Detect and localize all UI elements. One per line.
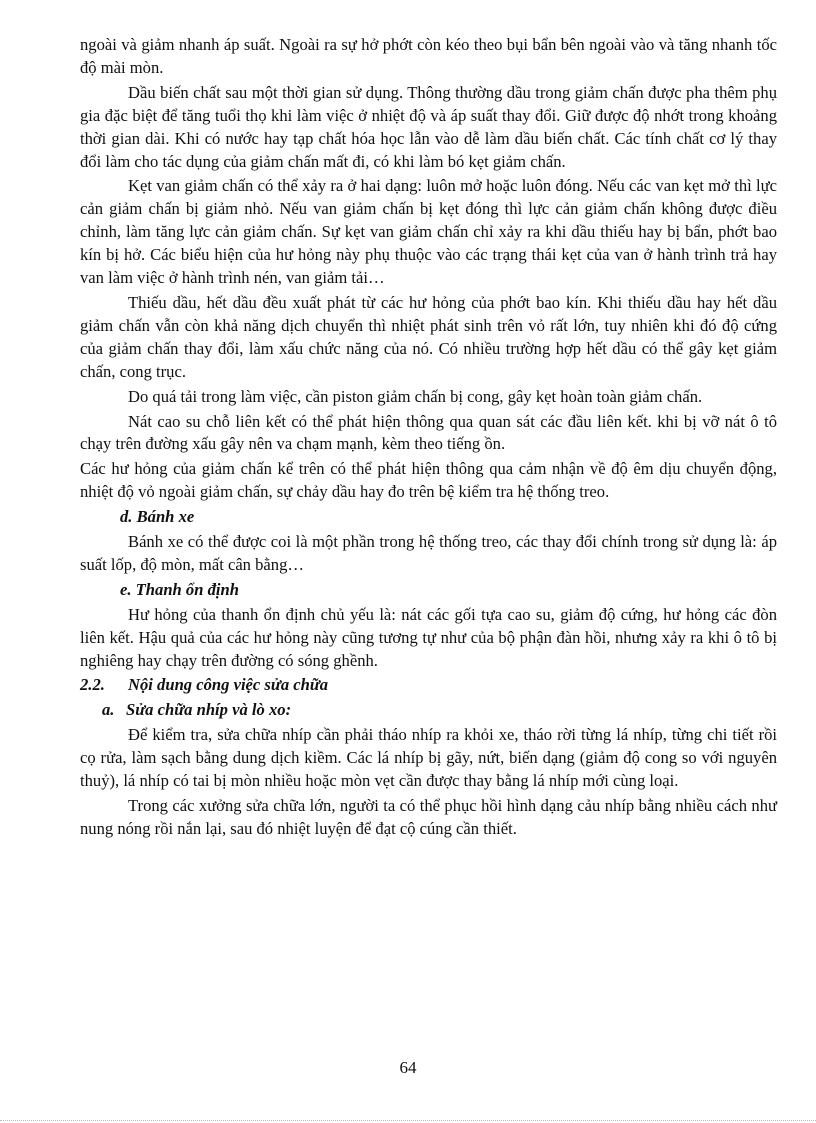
section-number: 2.2. xyxy=(80,675,105,695)
paragraph: Để kiểm tra, sửa chữa nhíp cần phải tháo nhíp ra khỏi xe, tháo rời từng lá nhíp, từng chi tiết rồi cọ rửa, làm sạch bằng dung dịch kiềm. Các lá nhíp bị gãy, nứt, biến dạng (giảm độ cong so với nguyên thuỷ), lá nhíp có tai bị mòn nhiều hoặc mòn vẹt cần được thay bằng lá nhíp mới cùng loại. xyxy=(80,725,777,791)
heading-leaf-spring-repair xyxy=(80,699,777,722)
paragraph: Thiếu dầu, hết dầu đều xuất phát từ các hư hỏng của phớt bao kín. Khi thiếu dầu hay hết dầu giảm chấn vẫn còn khả năng dịch chuyển thì nhiệt phát sinh trên vỏ rất lớn, tuy nhiên khi đó độ cứng của giảm chấn thay đổi, làm xấu chức năng của nó. Có nhiều trường hợp hết dầu có thể gây kẹt giảm chấn, cong trục. xyxy=(80,292,777,381)
document-page xyxy=(80,34,777,841)
subsection-title: Sửa chữa nhíp và lò xo: xyxy=(126,700,292,720)
paragraph: Hư hỏng của thanh ổn định chủ yếu là: nát các gối tựa cao su, giảm độ cứng, hư hỏng các đòn liên kết. Hậu quả của các hư hỏng này cũng tương tự như của bộ phận đàn hồi, nhưng xảy ra khi ô tô bị nghiêng hay chạy trên đường có sóng ghềnh. xyxy=(80,604,777,670)
subsection-letter: a. xyxy=(102,700,115,720)
paragraph: Do quá tải trong làm việc, cần piston giảm chấn bị cong, gây kẹt hoàn toàn giảm chấn. xyxy=(128,386,703,406)
paragraph: Dầu biến chất sau một thời gian sử dụng. Thông thường dầu trong giảm chấn được pha thêm phụ gia đặc biệt để tăng tuổi thọ khi làm việc ở nhiệt độ và áp suất thay đổi. Giữ được độ nhớt trong khoảng thời gian dài. Khi có nước hay tạp chất hóa học lẫn vào dễ làm dầu biến chất. Các tính chất cơ lý thay đổi làm cho tác dụng của giảm chấn mất đi, có khi làm bó kẹt giảm chấn. xyxy=(80,82,777,171)
section-title: Nội dung công việc sửa chữa xyxy=(128,675,329,695)
paragraph: Bánh xe có thể được coi là một phần trong hệ thống treo, các thay đổi chính trong sử dụng là: áp suất lốp, độ mòn, mất cân bằng… xyxy=(80,532,777,574)
page-bottom-divider xyxy=(0,1120,816,1121)
heading-repair-content xyxy=(80,674,777,697)
paragraph: ngoài và giảm nhanh áp suất. Ngoài ra sự hở phớt còn kéo theo bụi bẩn bên ngoài vào và tăng nhanh tốc độ mài mòn. xyxy=(80,35,777,77)
paragraph: Nát cao su chỗ liên kết có thể phát hiện thông qua quan sát các đầu liên kết. khi bị vỡ nát ô tô chạy trên đường xấu gây nên va chạm mạnh, kèm theo tiếng ồn. xyxy=(80,411,777,454)
heading-stabilizer: e. Thanh ổn định xyxy=(120,579,239,599)
paragraph: Trong các xưởng sửa chữa lớn, người ta có thể phục hồi hình dạng cảu nhíp bằng nhiều cách như nung nóng rồi nắn lại, sau đó nhiệt luyện để đạt cộ cúng cần thiết. xyxy=(80,796,777,838)
paragraph: Các hư hỏng của giảm chấn kể trên có thể phát hiện thông qua cảm nhận về độ êm dịu chuyển động, nhiệt độ vỏ ngoài giảm chấn, sự chảy dầu hay đo trên bệ kiểm tra hệ thống treo. xyxy=(80,459,777,502)
page-number: 64 xyxy=(399,1058,417,1077)
paragraph: Kẹt van giảm chấn có thể xảy ra ở hai dạng: luôn mở hoặc luôn đóng. Nếu các van kẹt mở thì lực cản giảm chấn bị giảm nhỏ. Nếu van giảm chấn bị kẹt đóng thì lực cản giảm chấn không được điều chỉnh, làm tăng lực cản giảm chấn. Sự kẹt van giảm chấn chỉ xảy ra khi dầu thiếu hay bị bẩn, phớt bao kín bị hở. Các biểu hiện của hư hỏng này phụ thuộc vào các trạng thái kẹt của van ở hành trình trả hay van làm việc ở hành trình nén, van giảm tải… xyxy=(80,176,777,288)
heading-wheel: d. Bánh xe xyxy=(120,507,195,527)
